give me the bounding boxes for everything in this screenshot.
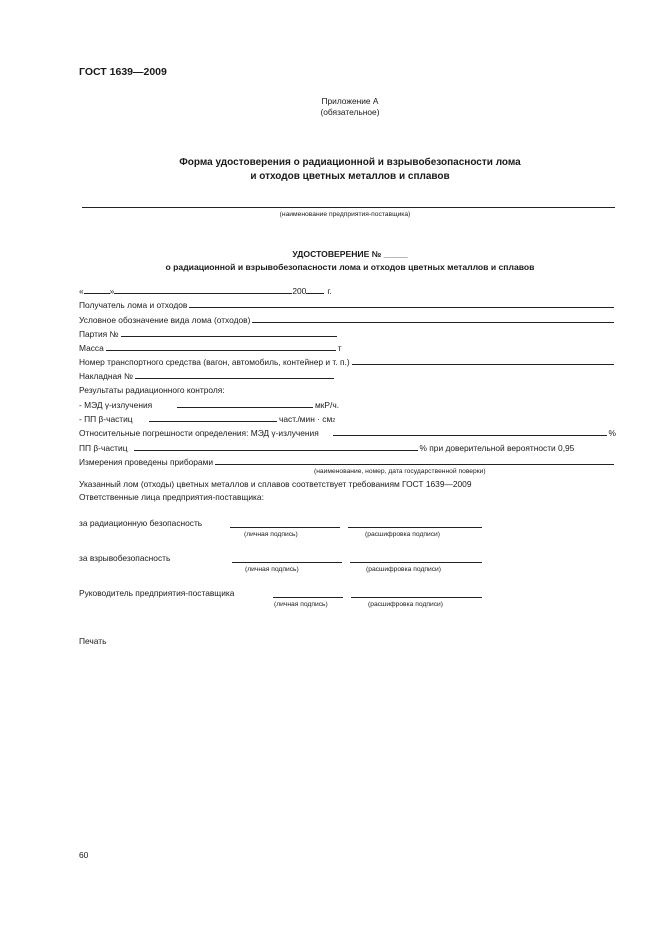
instruments-field[interactable] bbox=[215, 455, 614, 465]
receiver-row: Получатель лома и отходов bbox=[79, 298, 616, 310]
date-line: « » 200 г. bbox=[79, 286, 332, 296]
page-number: 60 bbox=[79, 850, 89, 860]
batch-field[interactable] bbox=[121, 327, 337, 337]
designation-row: Условное обозначение вида лома (отходов) bbox=[79, 313, 616, 325]
compliance-row: Указанный лом (отходы) цветных металлов и сплавов соответствует требованиям ГОСТ 1639—2009 bbox=[79, 479, 472, 489]
med-error-field[interactable] bbox=[333, 426, 607, 436]
med-field[interactable] bbox=[177, 398, 313, 408]
results-row: Результаты радиационного контроля: bbox=[79, 385, 225, 395]
form-title-line1: Форма удостоверения о радиационной и взрывобезопасности лома bbox=[179, 157, 521, 168]
appendix-note: (обязательное) bbox=[320, 107, 380, 117]
appendix-block bbox=[0, 96, 661, 118]
sig-head-personal-line[interactable] bbox=[273, 597, 343, 598]
waybill-row: Накладная № bbox=[79, 369, 616, 381]
sig-head-decode-line[interactable] bbox=[351, 597, 482, 598]
waybill-field[interactable] bbox=[135, 369, 334, 379]
rel-error-row: Относительные погрешности определения: МЭД γ-излучения % bbox=[79, 428, 616, 438]
pp-row: - ПП β-частиц част./мин · см 2 bbox=[79, 414, 336, 424]
sig-explosion-personal-caption: (личная подпись) bbox=[245, 566, 299, 573]
stamp-label: Печать bbox=[79, 636, 107, 646]
receiver-field[interactable] bbox=[189, 298, 614, 308]
sig-explosion-decode-caption: (расшифровка подписи) bbox=[366, 566, 442, 573]
pp-error-field[interactable] bbox=[134, 441, 418, 451]
sig-head-decode-caption: (расшифровка подписи) bbox=[368, 601, 444, 608]
instruments-row: Измерения проведены приборами bbox=[79, 455, 616, 467]
mass-field[interactable] bbox=[106, 341, 336, 351]
day-field[interactable] bbox=[84, 284, 110, 294]
sig-head-personal-caption: (личная подпись) bbox=[274, 601, 328, 608]
sig-explosion-decode-line[interactable] bbox=[350, 562, 482, 563]
sig-radiation-decode-line[interactable] bbox=[348, 527, 482, 528]
supplier-line bbox=[82, 207, 615, 208]
supplier-caption: (наименование предприятия-поставщика) bbox=[279, 211, 411, 218]
sig-radiation-decode-caption: (расшифровка подписи) bbox=[365, 531, 441, 538]
sig-explosion-label: за взрывобезопасность bbox=[79, 553, 171, 563]
pp-field[interactable] bbox=[149, 412, 277, 422]
year-field[interactable] bbox=[306, 284, 324, 294]
certificate-heading bbox=[0, 248, 661, 274]
sig-head-label: Руководитель предприятия-поставщика bbox=[79, 588, 235, 598]
form-title-line2: и отходов цветных металлов и сплавов bbox=[250, 171, 450, 182]
designation-field[interactable] bbox=[252, 313, 614, 323]
mass-row: Масса т bbox=[79, 343, 342, 353]
month-field[interactable] bbox=[114, 284, 292, 294]
appendix-title: Приложение А bbox=[321, 96, 379, 106]
vehicle-row: Номер транспортного средства (вагон, автомобиль, контейнер и т. п.) bbox=[79, 355, 616, 367]
pp-error-row: ПП β-частиц % при доверительной вероятности 0,95 bbox=[79, 443, 575, 453]
form-title bbox=[0, 156, 661, 184]
vehicle-field[interactable] bbox=[352, 355, 614, 365]
standard-header: ГОСТ 1639—2009 bbox=[79, 66, 167, 78]
sig-radiation-personal-caption: (личная подпись) bbox=[244, 531, 298, 538]
sig-radiation-personal-line[interactable] bbox=[230, 527, 340, 528]
batch-row: Партия № bbox=[79, 327, 616, 339]
med-row: - МЭД γ-излучения мкР/ч. bbox=[79, 400, 340, 410]
certificate-subtitle: о радиационной и взрывобезопасности лома и отходов цветных металлов и сплавов bbox=[165, 262, 535, 272]
instruments-caption: (наименование, номер, дата государственной поверки) bbox=[314, 468, 486, 475]
sig-explosion-personal-line[interactable] bbox=[232, 562, 342, 563]
responsible-row: Ответственные лица предприятия-поставщика: bbox=[79, 492, 264, 502]
sig-radiation-label: за радиационную безопасность bbox=[79, 518, 203, 528]
certificate-title: УДОСТОВЕРЕНИЕ № _____ bbox=[292, 249, 408, 259]
